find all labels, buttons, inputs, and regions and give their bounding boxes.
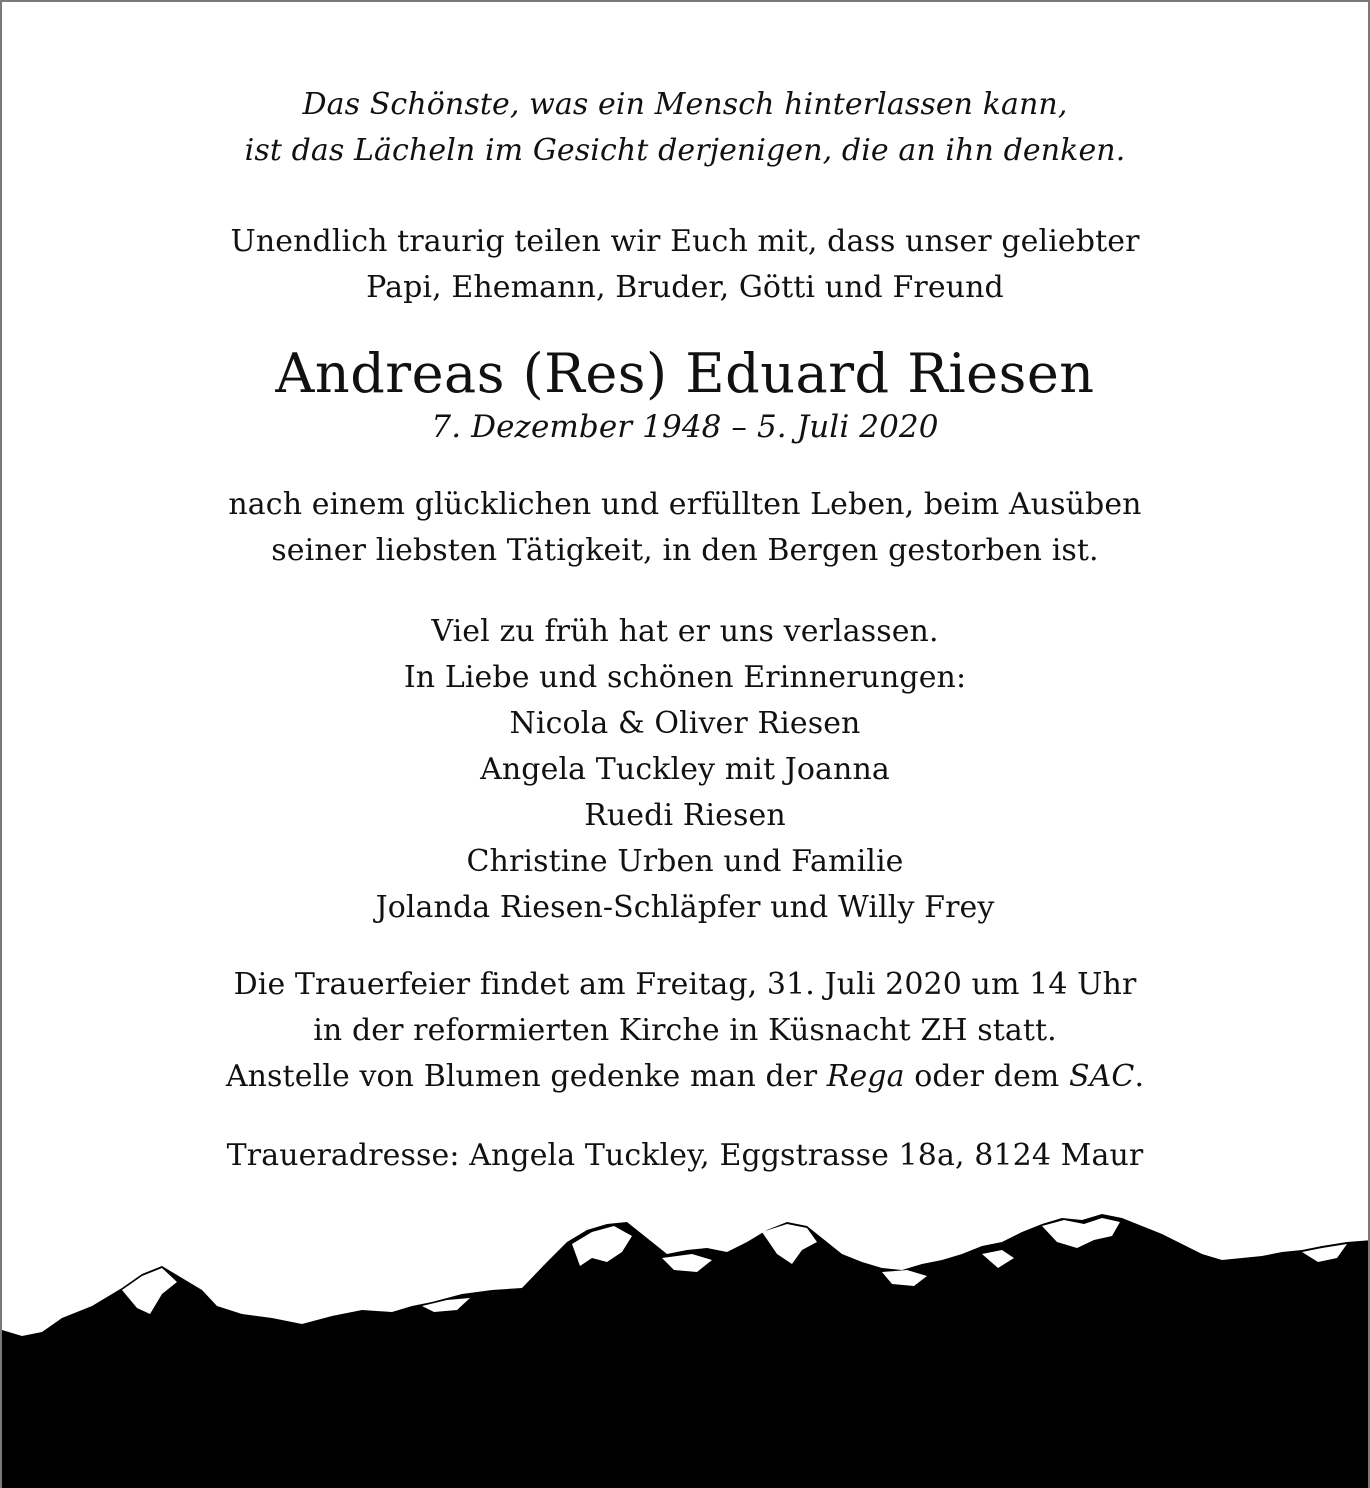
deceased-name: Andreas (Res) Eduard Riesen [275, 342, 1095, 405]
mourners-block [2, 609, 1368, 931]
org-sac: SAC [1068, 1059, 1135, 1094]
quote-line-1: Das Schönste, was ein Mensch hinterlassen kann, [302, 87, 1068, 122]
org-rega: Rega [826, 1059, 905, 1094]
mourning-address: Traueradresse: Angela Tuckley, Eggstrasse 18a, 8124 Maur [226, 1138, 1144, 1173]
intro-line-1: Unendlich traurig teilen wir Euch mit, dass unser geliebter [230, 224, 1140, 259]
mourner-name: Christine Urben und Familie [466, 844, 904, 879]
circumstance-line-1: nach einem glücklichen und erfüllten Leben, beim Ausüben [228, 487, 1142, 522]
mourner-name: Ruedi Riesen [584, 798, 786, 833]
quote-line-2: ist das Lächeln im Gesicht derjenigen, die an ihn denken. [244, 133, 1126, 168]
memories-line: In Liebe und schönen Erinnerungen: [403, 660, 967, 695]
service-line-2: in der reformierten Kirche in Küsnacht ZH statt. [313, 1013, 1057, 1048]
announcement-intro [2, 219, 1368, 311]
memorial-quote [2, 82, 1368, 174]
service-details [2, 962, 1368, 1100]
mourner-name: Nicola & Oliver Riesen [509, 706, 861, 741]
service-line-1: Die Trauerfeier findet am Freitag, 31. Juli 2020 um 14 Uhr [233, 967, 1137, 1002]
circumstance-line-2: seiner liebsten Tätigkeit, in den Bergen gestorben ist. [271, 533, 1099, 568]
mourner-name: Jolanda Riesen-Schläpfer und Willy Frey [375, 890, 995, 925]
mourner-name: Angela Tuckley mit Joanna [480, 752, 890, 787]
circumstance-text [2, 482, 1368, 574]
farewell-line: Viel zu früh hat er uns verlassen. [431, 614, 939, 649]
intro-line-2: Papi, Ehemann, Bruder, Götti und Freund [366, 270, 1004, 305]
donation-line: Anstelle von Blumen gedenke man der Rega oder dem SAC. [225, 1059, 1145, 1094]
mountain-silhouette [2, 1202, 1370, 1488]
life-dates: 7. Dezember 1948 – 5. Juli 2020 [431, 409, 939, 445]
